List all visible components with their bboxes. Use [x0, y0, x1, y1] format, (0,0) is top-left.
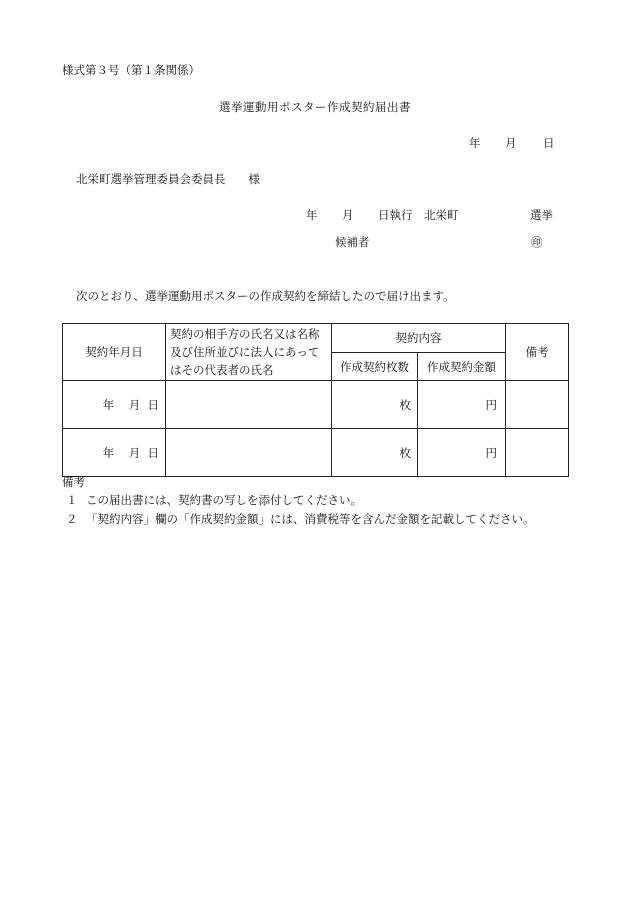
table-row: [63, 381, 569, 429]
remarks-heading: 備考: [62, 475, 85, 489]
notes-cell[interactable]: [506, 381, 569, 429]
contract-party-cell[interactable]: [166, 381, 332, 429]
notes-cell[interactable]: [506, 429, 569, 477]
addressee: 北栄町選挙管理委員会委員長 様: [76, 172, 260, 186]
row-month-label: 月: [128, 445, 141, 460]
exec-month-label: 月: [342, 208, 354, 222]
remarks-item: [66, 494, 362, 508]
election-label: 選挙: [530, 208, 553, 222]
contract-table: [62, 323, 569, 477]
election-execution-line: [306, 209, 459, 223]
count-unit-label: 枚: [399, 445, 411, 460]
row-year-label: 年: [102, 445, 115, 460]
header-contract-content: 契約内容: [332, 324, 506, 353]
table-row: [63, 429, 569, 477]
contract-amount-cell[interactable]: [418, 429, 506, 477]
contract-amount-cell[interactable]: [418, 381, 506, 429]
header-contract-date: 契約年月日: [63, 324, 166, 381]
contract-party-cell[interactable]: [166, 429, 332, 477]
submission-date: [469, 137, 555, 151]
form-number: 様式第３号（第１条関係）: [62, 63, 200, 77]
contract-date-cell[interactable]: [63, 429, 166, 477]
date-year-label: 年: [469, 136, 481, 150]
remarks-text: この届出書には、契約書の写しを添付してください。: [86, 493, 362, 507]
candidate-label: 候補者: [335, 235, 370, 249]
contract-date-cell[interactable]: [63, 381, 166, 429]
header-contract-amount: 作成契約金額: [418, 353, 506, 381]
intro-text: 次のとおり、選挙運動用ポスターの作成契約を締結したので届け出ます。: [76, 289, 455, 303]
header-poster-count: 作成契約枚数: [332, 353, 418, 381]
seal-mark: ㊞: [531, 235, 543, 249]
remarks-item: [66, 513, 535, 527]
date-day-label: 日: [543, 136, 555, 150]
remarks-text: 「契約内容」欄の「作成契約金額」には、消費税等を含んだ金額を記載してください。: [86, 512, 535, 526]
amount-unit-label: 円: [485, 445, 497, 460]
exec-year-label: 年: [306, 208, 318, 222]
remarks-number: ２: [66, 512, 78, 526]
poster-count-cell[interactable]: [332, 429, 418, 477]
row-day-label: 日: [147, 397, 159, 412]
poster-count-cell[interactable]: [332, 381, 418, 429]
header-contract-party: 契約の相手方の氏名又は名称及び住所並びに法人にあってはその代表者の氏名: [166, 324, 332, 381]
row-year-label: 年: [102, 397, 115, 412]
exec-day-label: 日執行: [378, 208, 413, 222]
row-day-label: 日: [147, 445, 159, 460]
date-month-label: 月: [505, 136, 517, 150]
table-header-row: [63, 324, 569, 353]
document-title: 選挙運動用ポスター作成契約届出書: [219, 100, 411, 114]
row-month-label: 月: [128, 397, 141, 412]
count-unit-label: 枚: [399, 397, 411, 412]
amount-unit-label: 円: [485, 397, 497, 412]
header-notes: 備考: [506, 324, 569, 381]
exec-town-label: 北栄町: [424, 208, 459, 222]
remarks-number: １: [66, 493, 78, 507]
